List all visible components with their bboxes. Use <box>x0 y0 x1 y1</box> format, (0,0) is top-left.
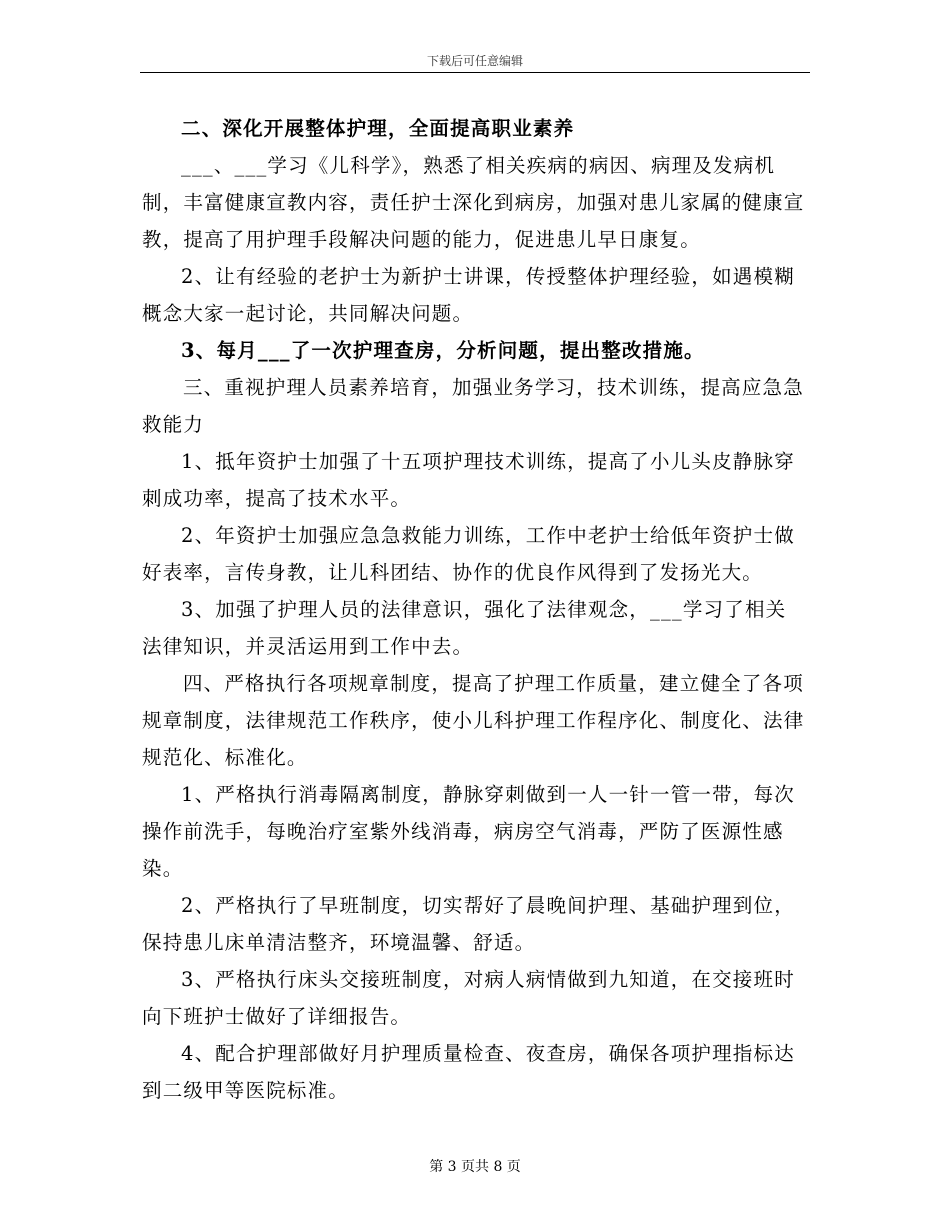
section-heading-2: 二、深化开展整体护理，全面提高职业素养 <box>181 117 575 140</box>
section-heading-4: 四、严格执行各项规章制度，提高了护理工作质量，建立健全了各项规章制度，法律规范工作秩序，使小儿科护理工作程序化、制度化、法律规范化、标准化。 <box>142 672 805 769</box>
paragraph: 2、让有经验的老护士为新护士讲课，传授整体护理经验，如遇模糊概念大家一起讨论，共同解决问题。 <box>142 265 795 325</box>
section-heading-3: 三、重视护理人员素养培育，加强业务学习，技术训练，提高应急急救能力 <box>142 376 804 436</box>
paragraph: 2、年资护士加强应急急救能力训练，工作中老护士给低年资护士做好表率，言传身教，让儿科团结、协作的优良作风得到了发扬光大。 <box>142 524 795 584</box>
paragraph: 1、抵年资护士加强了十五项护理技术训练，提高了小儿头皮静脉穿刺成功率，提高了技术水平。 <box>142 450 795 510</box>
paragraph: 3、严格执行床头交接班制度，对病人病情做到九知道，在交接班时向下班护士做好了详细报告。 <box>142 968 795 1028</box>
paragraph: 1、严格执行消毒隔离制度，静脉穿刺做到一人一针一管一带，每次操作前洗手，每晚治疗室紫外线消毒，病房空气消毒，严防了医源性感染。 <box>142 783 795 880</box>
page-footer: 第 3 页共 8 页 <box>429 1159 521 1175</box>
page-header: 下载后可任意编辑 <box>426 54 523 68</box>
paragraph: 3、加强了护理人员的法律意识，强化了法律观念，___学习了相关法律知识，并灵活运用到工作中去。 <box>142 598 787 658</box>
paragraph-bold: 3、每月___了一次护理查房，分析问题，提出整改措施。 <box>181 339 705 362</box>
document-body <box>142 110 806 1109</box>
paragraph: 2、严格执行了早班制度，切实帮好了晨晚间护理、基础护理到位，保持患儿床单清洁整齐，环境温馨、舒适。 <box>142 894 795 954</box>
paragraph: 4、配合护理部做好月护理质量检查、夜查房，确保各项护理指标达到二级甲等医院标准。 <box>142 1042 795 1102</box>
paragraph: ___、___学习《儿科学》，熟悉了相关疾病的病因、病理及发病机制，丰富健康宣教内容，责任护士深化到病房，加强对患儿家属的健康宣教，提高了用护理手段解决问题的能力，促进患儿早日康复。 <box>142 154 805 251</box>
header-rule <box>140 72 810 73</box>
